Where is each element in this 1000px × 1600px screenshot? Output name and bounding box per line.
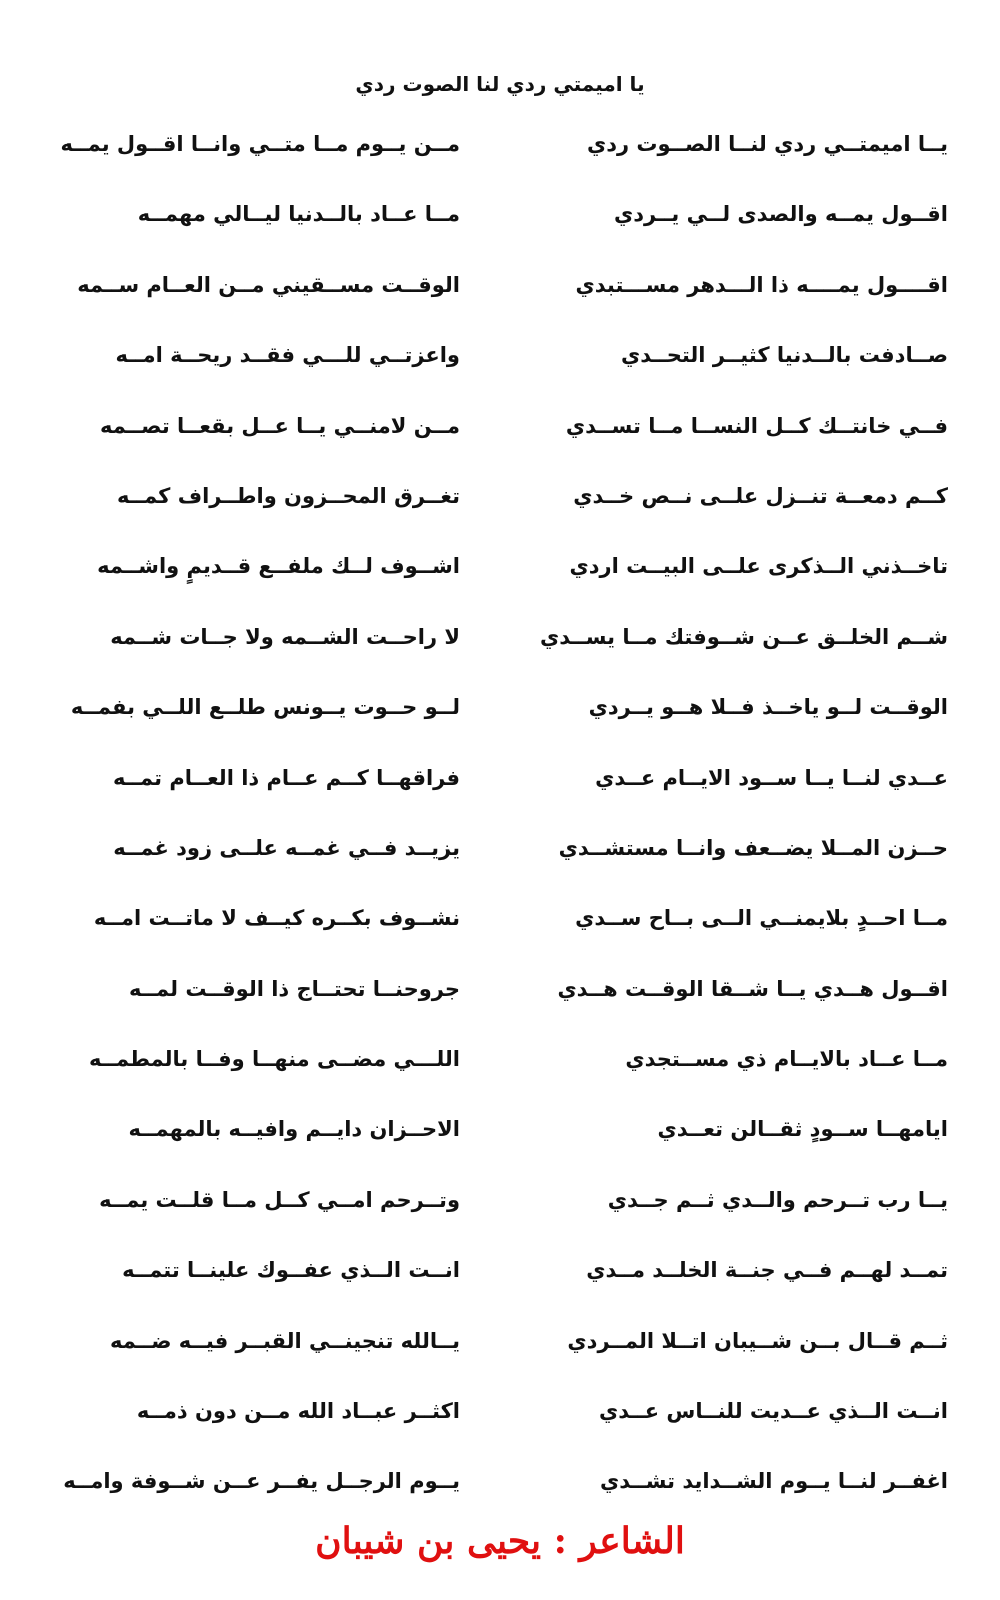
- verse-first-hemistich: ثــم قــال بــن شــيبان اتــلا المــردي: [567, 1328, 948, 1353]
- verse: [0, 756, 1000, 826]
- verse-first-hemistich: انــت الــذي عــديت للنــاس عــدي: [598, 1399, 948, 1424]
- verse: [0, 333, 1000, 403]
- verse: [0, 896, 1000, 966]
- verse-second-hemistich: اشــوف لــك ملفــع قــديمٍ واشــمه: [97, 554, 460, 579]
- verse-first-hemistich: شــم الخلــق عــن شــوفتك مــا يســدي: [540, 624, 948, 649]
- verse-second-hemistich: لا راحــت الشــمه ولا جــات شــمه: [110, 624, 460, 649]
- verse-first-hemistich: حــزن المــلا يضــعف وانــا مستشــدي: [558, 835, 948, 860]
- verse: [0, 967, 1000, 1037]
- verse: [0, 404, 1000, 474]
- verse-second-hemistich: وتــرحم امــي كــل مــا قلــت يمــه: [99, 1187, 460, 1212]
- verse-first-hemistich: اقــول يمــه والصدى لــي يــردي: [613, 202, 948, 227]
- verse-second-hemistich: اللـــي مضــى منهــا وفــا بالمطمــه: [88, 1047, 460, 1072]
- verse: [0, 1037, 1000, 1107]
- verse: [0, 615, 1000, 685]
- verse: [0, 1319, 1000, 1389]
- verse: [0, 192, 1000, 262]
- verse: [0, 685, 1000, 755]
- verse-second-hemistich: اكثــر عبــاد الله مــن دون ذمــه: [136, 1399, 460, 1424]
- verse: [0, 1248, 1000, 1318]
- verse-second-hemistich: لــو حــوت يــونس طلــع اللــي بفمــه: [70, 695, 460, 720]
- verse-first-hemistich: اقــــول يمــــه ذا الـــدهر مســـتبدي: [575, 272, 948, 297]
- verse-second-hemistich: مــن يــوم مــا متــي وانــا اقــول يمــه: [60, 132, 460, 156]
- verse-first-hemistich: يــا اميمتــي ردي لنــا الصــوت ردي: [586, 132, 948, 156]
- verse-first-hemistich: عــدي لنــا يــا ســود الايــام عــدي: [595, 765, 948, 790]
- verse: [0, 826, 1000, 896]
- verse-first-hemistich: ايامهــا ســودٍ ثقــالن تعــدي: [657, 1117, 948, 1142]
- verse-second-hemistich: الوقــت مســقيني مــن العــام ســمه: [77, 272, 460, 297]
- verse: [0, 474, 1000, 544]
- verse-second-hemistich: واعزتــي للـــي فقــد ريحــة امــه: [115, 343, 460, 368]
- verse: [0, 263, 1000, 333]
- verse-first-hemistich: فــي خانتــك كــل النســا مــا تســدي: [565, 413, 948, 438]
- verse: [0, 544, 1000, 614]
- verse-second-hemistich: فراقهــا كــم عــام ذا العــام تمــه: [112, 765, 460, 790]
- verse-second-hemistich: تغــرق المحــزون واطــراف كمــه: [117, 483, 460, 508]
- verse-second-hemistich: انــت الــذي عفــوك علينــا تتمــه: [122, 1258, 460, 1283]
- verse-second-hemistich: يــالله تنجينــي القبــر فيــه ضــمه: [110, 1328, 460, 1353]
- verse-first-hemistich: تمــد لهــم فــي جنــة الخلــد مــدي: [586, 1258, 948, 1283]
- verse-second-hemistich: يزيــد فــي غمــه علــى زود غمــه: [113, 835, 460, 860]
- verse-first-hemistich: الوقــت لــو ياخــذ فــلا هــو يــردي: [588, 695, 948, 720]
- poem-title: يا اميمتي ردي لنا الصوت ردي: [355, 72, 645, 96]
- verse-first-hemistich: صــادفت بالــدنيا كثيــر التحــدي: [620, 343, 948, 368]
- verse-first-hemistich: تاخــذني الــذكرى علــى البيــت اردي: [569, 554, 948, 579]
- verse-second-hemistich: الاحــزان دايــم وافيــه بالمهمــه: [128, 1117, 460, 1142]
- verse-first-hemistich: يــا رب تــرحم والــدي ثــم جــدي: [607, 1187, 948, 1212]
- verse-first-hemistich: اغفــر لنــا يــوم الشــدايد تشــدي: [600, 1469, 948, 1494]
- verse-first-hemistich: مــا احــدٍ بلايمنــي الــى بــاح ســدي: [575, 906, 948, 931]
- verse-first-hemistich: مــا عــاد بالايــام ذي مســتجدي: [625, 1047, 948, 1072]
- verse: [0, 1389, 1000, 1459]
- verse-first-hemistich: كــم دمعــة تنــزل علــى نــص خــدي: [573, 483, 948, 508]
- verse-second-hemistich: يــوم الرجــل يفــر عــن شــوفة وامــه: [63, 1469, 460, 1494]
- verse-second-hemistich: مــن لامنــي يــا عــل بقعــا تصــمه: [99, 413, 460, 438]
- verse-second-hemistich: نشــوف بكــره كيــف لا ماتــت امــه: [93, 906, 460, 931]
- verse: [0, 1178, 1000, 1248]
- poet-credit: الشاعر : يحيى بن شيبان: [315, 1520, 685, 1562]
- verse: [0, 122, 1000, 192]
- verse: [0, 1107, 1000, 1177]
- verse-list: [0, 122, 1000, 1530]
- verse-second-hemistich: مــا عــاد بالــدنيا ليــالي مهمــه: [137, 202, 460, 227]
- verse-first-hemistich: اقــول هــدي يــا شــقا الوقــت هــدي: [557, 976, 948, 1001]
- verse-second-hemistich: جروحنــا تحتــاج ذا الوقــت لمــه: [128, 976, 460, 1001]
